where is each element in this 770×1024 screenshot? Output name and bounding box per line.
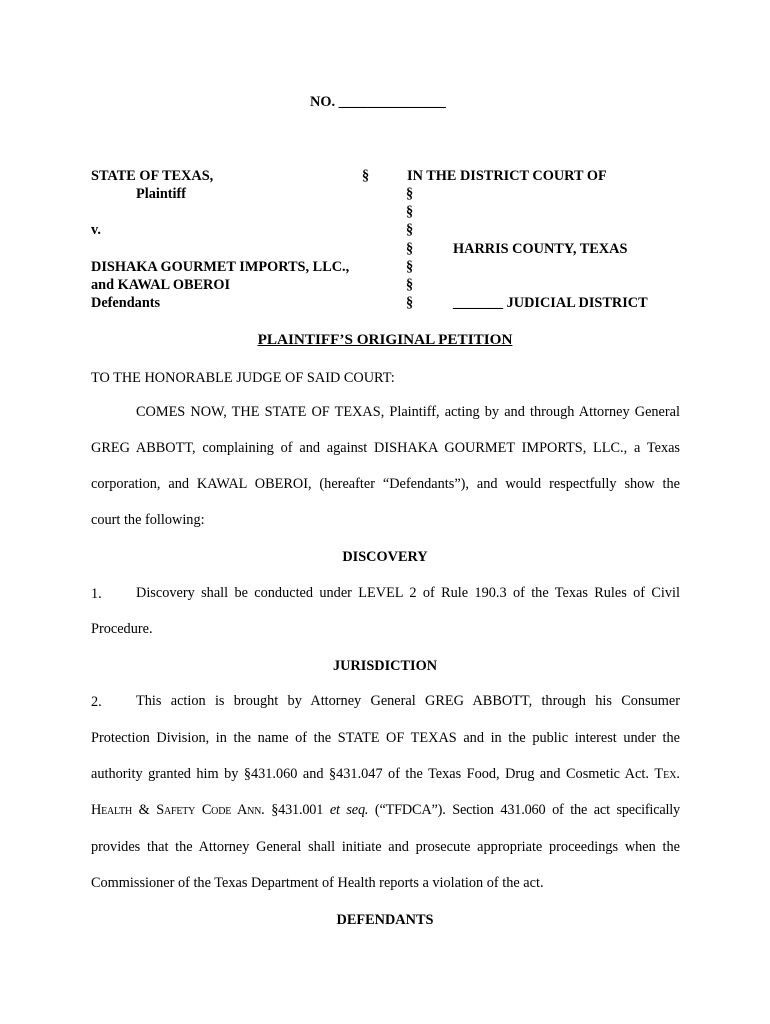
code-section: §431.001	[271, 802, 324, 818]
discovery-line: Discovery shall be conducted under LEVEL 2 of Rule 190.3 of the Texas Rules of Civil	[136, 585, 680, 601]
section-mark: §	[406, 241, 414, 257]
intro-line: COMES NOW, THE STATE OF TEXAS, Plaintiff, acting by and through Attorney General	[136, 404, 680, 420]
intro-line: GREG ABBOTT, complaining of and against DISHAKA GOURMET IMPORTS, LLC., a Texas	[91, 440, 680, 456]
court-name: IN THE DISTRICT COURT OF	[407, 168, 607, 184]
paragraph-number-2: 2.	[91, 694, 102, 710]
salutation: TO THE HONORABLE JUDGE OF SAID COURT:	[91, 370, 395, 386]
jurisdiction-heading: JURISDICTION	[332, 658, 438, 674]
section-mark: §	[362, 168, 370, 184]
section-mark: §	[406, 259, 414, 275]
tfdca-text: (“TFDCA”). Section 431.060 of the act specifically	[374, 802, 680, 818]
section-mark: §	[406, 186, 414, 202]
jurisdiction-line: Protection Division, in the name of the STATE OF TEXAS and in the public interest under the	[91, 730, 680, 746]
defendant-line-1: DISHAKA GOURMET IMPORTS, LLC.,	[91, 259, 350, 275]
code-abbrev: Tex.	[654, 766, 680, 782]
county-name: HARRIS COUNTY, TEXAS	[453, 241, 628, 257]
statute-citation: authority granted him by §431.060 and §431.047 of the Texas Food, Drug and Cosmetic Act.	[91, 766, 649, 782]
plaintiff-role: Plaintiff	[136, 186, 187, 202]
intro-line: corporation, and KAWAL OBEROI, (hereafter “Defendants”), and would respectfully show the	[91, 476, 680, 492]
section-mark: §	[406, 295, 414, 311]
section-mark: §	[406, 204, 414, 220]
intro-line: court the following:	[91, 512, 205, 528]
plaintiff-name: STATE OF TEXAS,	[91, 168, 214, 184]
defendants-heading: DEFENDANTS	[336, 912, 434, 928]
jurisdiction-line: This action is brought by Attorney General GREG ABBOTT, through his Consumer	[136, 693, 680, 709]
defendant-line-2: and KAWAL OBEROI	[91, 277, 231, 293]
jurisdiction-line	[91, 802, 680, 819]
cause-number: NO. _______________	[310, 94, 446, 110]
versus: v.	[91, 222, 101, 238]
et-seq: et seq.	[329, 802, 369, 818]
section-mark: §	[406, 222, 414, 238]
code-name: Health & Safety Code Ann.	[91, 802, 265, 818]
section-mark: §	[406, 277, 414, 293]
page-title: PLAINTIFF’S ORIGINAL PETITION	[257, 331, 513, 348]
discovery-line: Procedure.	[91, 621, 153, 637]
discovery-heading: DISCOVERY	[342, 549, 428, 565]
paragraph-number-1: 1.	[91, 586, 102, 602]
judicial-district: _______ JUDICIAL DISTRICT	[453, 295, 648, 311]
jurisdiction-line: Commissioner of the Texas Department of Health reports a violation of the act.	[91, 875, 544, 891]
defendant-role: Defendants	[91, 295, 161, 311]
jurisdiction-line	[91, 766, 680, 783]
jurisdiction-line: provides that the Attorney General shall initiate and prosecute appropriate proceedings when the	[91, 839, 680, 855]
